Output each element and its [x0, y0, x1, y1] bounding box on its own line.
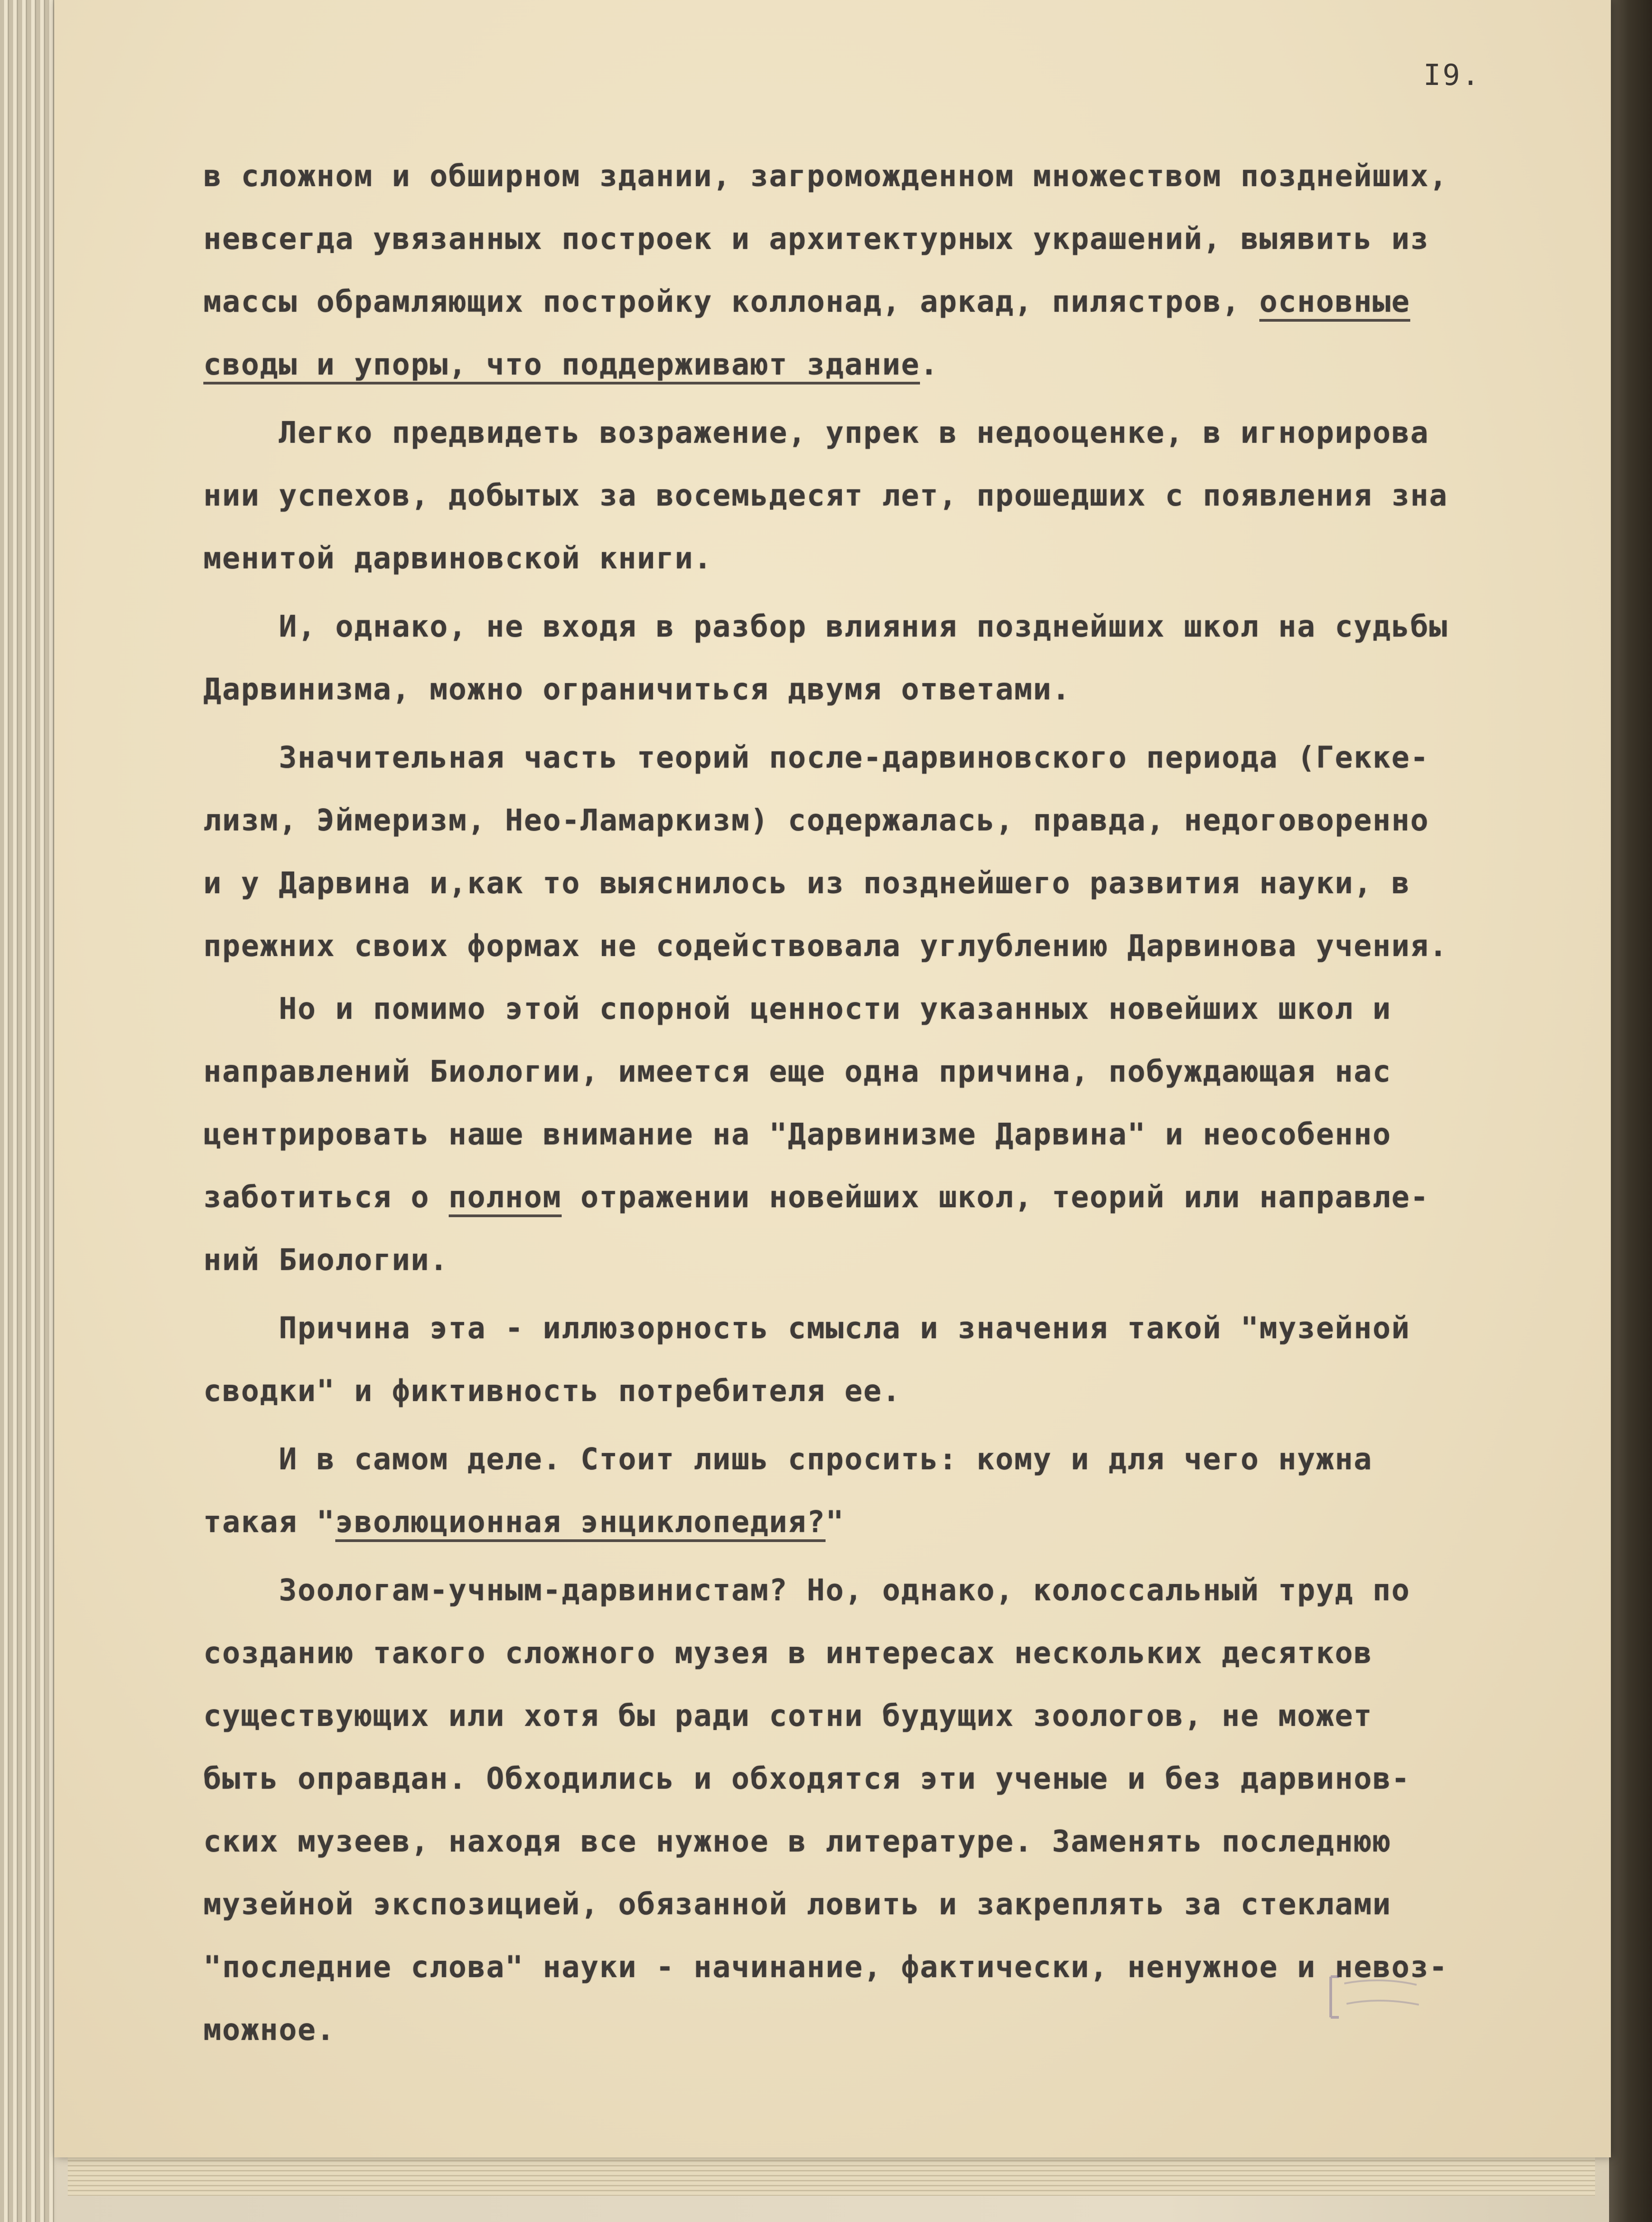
stacked-page-edges [0, 0, 54, 2222]
text-line: Причина эта - иллюзорность смысла и значения такой "музейной [203, 1311, 1411, 1345]
text-line: существующих или хотя бы ради сотни будущих зоологов, не может [203, 1698, 1373, 1733]
text-line: нии успехов, добытых за восемьдесят лет, прошедших с появления зна [203, 478, 1448, 513]
text-line: Но и помимо этой спорной ценности указанных новейших школ и [203, 991, 1392, 1026]
text-line: можное. [203, 2012, 336, 2047]
text-line: И в самом деле. Стоит лишь спросить: кому и для чего нужна [203, 1442, 1373, 1477]
faint-stamp [1326, 1968, 1430, 2026]
underlined-phrase: полном [449, 1180, 562, 1217]
text-line: И, однако, не входя в разбор влияния позднейших школ на судьбы [203, 609, 1448, 644]
text-line: Зоологам-учным-дарвинистам? Но, однако, колоссальный труд по [203, 1573, 1411, 1608]
page-number: I9. [1423, 59, 1481, 92]
text-line: ний Биологии. [203, 1242, 449, 1277]
binding-shadow [1609, 0, 1652, 2222]
underlined-phrase: основные [1259, 284, 1410, 322]
text-line: менитой дарвиновской книги. [203, 541, 713, 576]
text-line: заботиться о полном отражении новейших школ, теорий или направле- [203, 1166, 1582, 1228]
text-line: массы обрамляющих постройку коллонад, аркад, пилястров, основные [203, 270, 1582, 333]
text-line: направлений Биологии, имеется еще одна причина, побуждающая нас [203, 1054, 1392, 1089]
text-line: в сложном и обширном здании, загроможденном множеством позднейших, [203, 159, 1448, 193]
underlined-phrase: своды и упоры, что поддерживают здание [203, 347, 920, 384]
text-line: прежних своих формах не содействовала углублению Дарвинова учения. [203, 928, 1448, 963]
text-line: быть оправдан. Обходились и обходятся эти ученые и без дарвинов- [203, 1761, 1411, 1796]
text-line: Значительная часть теорий после-дарвиновского периода (Гекке- [203, 740, 1429, 775]
text-line: сводки" и фиктивность потребителя ее. [203, 1374, 901, 1408]
text-line: центрировать наше внимание на "Дарвинизме Дарвина" и неособенно [203, 1117, 1392, 1152]
text-line: Дарвинизма, можно ограничиться двумя ответами. [203, 672, 1071, 707]
text-line: своды и упоры, что поддерживают здание. [203, 333, 1582, 396]
text-line: ских музеев, находя все нужное в литературе. Заменять последнюю [203, 1824, 1392, 1859]
text-line: невсегда увязанных построек и архитектурных украшений, выявить из [203, 221, 1429, 256]
text-line: такая "эволюционная энциклопедия?" [203, 1491, 1582, 1553]
typed-text-block [203, 145, 1582, 2061]
text-line: и у Дарвина и,как то выяснилось из позднейшего развития науки, в [203, 866, 1411, 900]
text-line: созданию такого сложного музея в интересах нескольких десятков [203, 1636, 1373, 1670]
text-line: лизм, Эймеризм, Нео-Ламаркизм) содержалась, правда, недоговоренно [203, 803, 1429, 838]
text-line: "последние слова" науки - начинание, фактически, ненужное и невоз- [203, 1950, 1448, 1984]
text-line: Легко предвидеть возражение, упрек в недооценке, в игнорирова [203, 415, 1429, 450]
stamp-bracket-icon [1326, 1968, 1430, 2026]
text-line: музейной экспозицией, обязанной ловить и закреплять за стеклами [203, 1887, 1392, 1922]
underlined-phrase: эволюционная энциклопедия? [335, 1505, 826, 1542]
